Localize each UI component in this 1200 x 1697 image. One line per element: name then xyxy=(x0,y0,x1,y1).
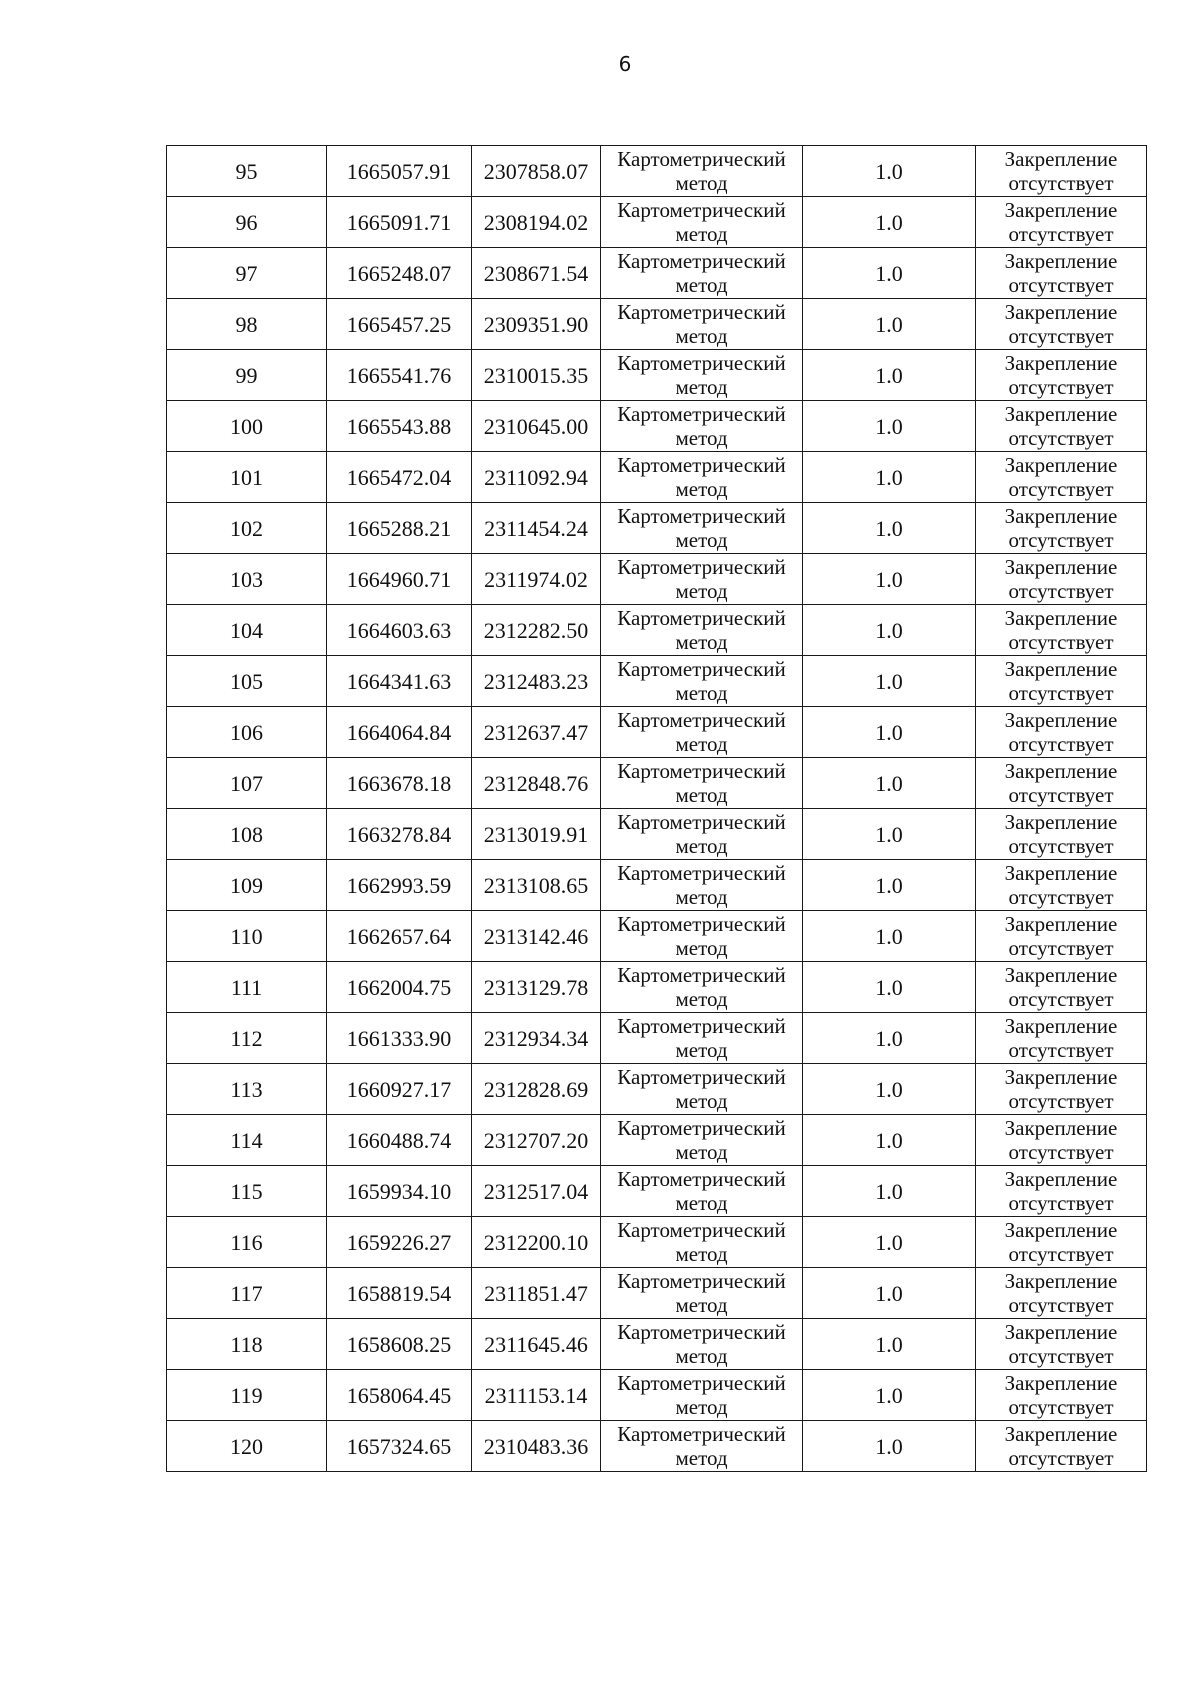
fixation-cell-line-2: отсутствует xyxy=(1008,426,1114,450)
fixation-cell-line-2: отсутствует xyxy=(1008,1038,1114,1062)
fixation-cell-line-1: Закрепление xyxy=(1004,1320,1118,1344)
fixation-cell xyxy=(976,452,1147,503)
x-coordinate-cell: 1662993.59 xyxy=(327,860,472,911)
accuracy-cell: 1.0 xyxy=(803,911,976,962)
x-coordinate-cell: 1659226.27 xyxy=(327,1217,472,1268)
y-coordinate-cell: 2310645.00 xyxy=(472,401,601,452)
fixation-cell xyxy=(976,1268,1147,1319)
method-cell-line-2: метод xyxy=(675,1140,728,1164)
method-cell xyxy=(601,860,803,911)
method-cell-line-1: Картометрический xyxy=(617,606,786,630)
x-coordinate-cell: 1658608.25 xyxy=(327,1319,472,1370)
fixation-cell-line-1: Закрепление xyxy=(1004,1167,1118,1191)
fixation-cell-line-2: отсутствует xyxy=(1008,885,1114,909)
fixation-cell-line-2: отсутствует xyxy=(1008,477,1114,501)
fixation-cell-line-2: отсутствует xyxy=(1008,1395,1114,1419)
method-cell-line-2: метод xyxy=(675,936,728,960)
point-number-cell: 109 xyxy=(167,860,327,911)
accuracy-cell: 1.0 xyxy=(803,401,976,452)
fixation-cell-line-2: отсутствует xyxy=(1008,579,1114,603)
method-cell-line-2: метод xyxy=(675,477,728,501)
method-cell-line-2: метод xyxy=(675,426,728,450)
x-coordinate-cell: 1665057.91 xyxy=(327,146,472,197)
fixation-cell-line-2: отсутствует xyxy=(1008,1140,1114,1164)
method-cell-line-1: Картометрический xyxy=(617,1371,786,1395)
accuracy-cell: 1.0 xyxy=(803,605,976,656)
table-row xyxy=(167,401,1147,452)
accuracy-cell: 1.0 xyxy=(803,1166,976,1217)
fixation-cell xyxy=(976,1013,1147,1064)
x-coordinate-cell: 1665543.88 xyxy=(327,401,472,452)
point-number-cell: 105 xyxy=(167,656,327,707)
fixation-cell-line-2: отсутствует xyxy=(1008,987,1114,1011)
method-cell-line-2: метод xyxy=(675,1038,728,1062)
accuracy-cell: 1.0 xyxy=(803,1421,976,1472)
method-cell xyxy=(601,911,803,962)
fixation-cell xyxy=(976,1115,1147,1166)
method-cell-line-2: метод xyxy=(675,1191,728,1215)
fixation-cell-line-2: отсутствует xyxy=(1008,375,1114,399)
table-row xyxy=(167,962,1147,1013)
table-row xyxy=(167,503,1147,554)
fixation-cell xyxy=(976,1421,1147,1472)
fixation-cell-line-1: Закрепление xyxy=(1004,1269,1118,1293)
method-cell xyxy=(601,1421,803,1472)
method-cell-line-1: Картометрический xyxy=(617,912,786,936)
method-cell xyxy=(601,1013,803,1064)
table-row xyxy=(167,452,1147,503)
x-coordinate-cell: 1663678.18 xyxy=(327,758,472,809)
accuracy-cell: 1.0 xyxy=(803,1268,976,1319)
method-cell-line-1: Картометрический xyxy=(617,1014,786,1038)
x-coordinate-cell: 1665091.71 xyxy=(327,197,472,248)
fixation-cell-line-1: Закрепление xyxy=(1004,810,1118,834)
method-cell xyxy=(601,962,803,1013)
x-coordinate-cell: 1664603.63 xyxy=(327,605,472,656)
table-row xyxy=(167,248,1147,299)
x-coordinate-cell: 1665457.25 xyxy=(327,299,472,350)
fixation-cell-line-1: Закрепление xyxy=(1004,1116,1118,1140)
fixation-cell xyxy=(976,1166,1147,1217)
point-number-cell: 116 xyxy=(167,1217,327,1268)
y-coordinate-cell: 2313129.78 xyxy=(472,962,601,1013)
x-coordinate-cell: 1663278.84 xyxy=(327,809,472,860)
y-coordinate-cell: 2313142.46 xyxy=(472,911,601,962)
table-row xyxy=(167,1268,1147,1319)
fixation-cell-line-1: Закрепление xyxy=(1004,1371,1118,1395)
x-coordinate-cell: 1665472.04 xyxy=(327,452,472,503)
fixation-cell-line-1: Закрепление xyxy=(1004,402,1118,426)
table-body xyxy=(167,146,1147,1472)
fixation-cell-line-2: отсутствует xyxy=(1008,834,1114,858)
method-cell-line-2: метод xyxy=(675,885,728,909)
x-coordinate-cell: 1665248.07 xyxy=(327,248,472,299)
fixation-cell-line-1: Закрепление xyxy=(1004,606,1118,630)
fixation-cell-line-1: Закрепление xyxy=(1004,1014,1118,1038)
method-cell-line-1: Картометрический xyxy=(617,1218,786,1242)
accuracy-cell: 1.0 xyxy=(803,1064,976,1115)
accuracy-cell: 1.0 xyxy=(803,1013,976,1064)
point-number-cell: 99 xyxy=(167,350,327,401)
fixation-cell-line-2: отсутствует xyxy=(1008,1089,1114,1113)
method-cell xyxy=(601,554,803,605)
y-coordinate-cell: 2311092.94 xyxy=(472,452,601,503)
accuracy-cell: 1.0 xyxy=(803,860,976,911)
table-row xyxy=(167,146,1147,197)
method-cell-line-1: Картометрический xyxy=(617,504,786,528)
y-coordinate-cell: 2310015.35 xyxy=(472,350,601,401)
method-cell xyxy=(601,299,803,350)
fixation-cell-line-1: Закрепление xyxy=(1004,249,1118,273)
method-cell-line-1: Картометрический xyxy=(617,402,786,426)
fixation-cell-line-1: Закрепление xyxy=(1004,963,1118,987)
fixation-cell-line-2: отсутствует xyxy=(1008,273,1114,297)
x-coordinate-cell: 1660488.74 xyxy=(327,1115,472,1166)
method-cell-line-2: метод xyxy=(675,1446,728,1470)
fixation-cell-line-2: отсутствует xyxy=(1008,681,1114,705)
accuracy-cell: 1.0 xyxy=(803,299,976,350)
fixation-cell-line-1: Закрепление xyxy=(1004,198,1118,222)
accuracy-cell: 1.0 xyxy=(803,1370,976,1421)
table-row xyxy=(167,350,1147,401)
x-coordinate-cell: 1664064.84 xyxy=(327,707,472,758)
accuracy-cell: 1.0 xyxy=(803,707,976,758)
x-coordinate-cell: 1658064.45 xyxy=(327,1370,472,1421)
method-cell-line-1: Картометрический xyxy=(617,1269,786,1293)
x-coordinate-cell: 1658819.54 xyxy=(327,1268,472,1319)
point-number-cell: 106 xyxy=(167,707,327,758)
method-cell xyxy=(601,656,803,707)
x-coordinate-cell: 1664960.71 xyxy=(327,554,472,605)
x-coordinate-cell: 1664341.63 xyxy=(327,656,472,707)
method-cell-line-1: Картометрический xyxy=(617,657,786,681)
accuracy-cell: 1.0 xyxy=(803,554,976,605)
method-cell xyxy=(601,248,803,299)
y-coordinate-cell: 2308194.02 xyxy=(472,197,601,248)
point-number-cell: 101 xyxy=(167,452,327,503)
point-number-cell: 104 xyxy=(167,605,327,656)
fixation-cell-line-1: Закрепление xyxy=(1004,1218,1118,1242)
point-number-cell: 112 xyxy=(167,1013,327,1064)
table-row xyxy=(167,860,1147,911)
fixation-cell xyxy=(976,605,1147,656)
y-coordinate-cell: 2312517.04 xyxy=(472,1166,601,1217)
method-cell-line-2: метод xyxy=(675,1395,728,1419)
method-cell-line-1: Картометрический xyxy=(617,963,786,987)
fixation-cell-line-2: отсутствует xyxy=(1008,732,1114,756)
fixation-cell xyxy=(976,554,1147,605)
method-cell xyxy=(601,1115,803,1166)
fixation-cell-line-2: отсутствует xyxy=(1008,324,1114,348)
table-row xyxy=(167,1064,1147,1115)
method-cell-line-1: Картометрический xyxy=(617,198,786,222)
fixation-cell-line-1: Закрепление xyxy=(1004,453,1118,477)
y-coordinate-cell: 2311974.02 xyxy=(472,554,601,605)
point-number-cell: 120 xyxy=(167,1421,327,1472)
table-row xyxy=(167,605,1147,656)
x-coordinate-cell: 1661333.90 xyxy=(327,1013,472,1064)
table-row xyxy=(167,197,1147,248)
fixation-cell-line-1: Закрепление xyxy=(1004,861,1118,885)
fixation-cell-line-1: Закрепление xyxy=(1004,147,1118,171)
fixation-cell xyxy=(976,248,1147,299)
x-coordinate-cell: 1662657.64 xyxy=(327,911,472,962)
y-coordinate-cell: 2312707.20 xyxy=(472,1115,601,1166)
fixation-cell-line-1: Закрепление xyxy=(1004,1422,1118,1446)
method-cell-line-1: Картометрический xyxy=(617,708,786,732)
x-coordinate-cell: 1662004.75 xyxy=(327,962,472,1013)
point-number-cell: 102 xyxy=(167,503,327,554)
fixation-cell xyxy=(976,962,1147,1013)
fixation-cell xyxy=(976,299,1147,350)
page-number: 6 xyxy=(618,52,632,76)
fixation-cell-line-2: отсутствует xyxy=(1008,630,1114,654)
table-row xyxy=(167,758,1147,809)
accuracy-cell: 1.0 xyxy=(803,758,976,809)
accuracy-cell: 1.0 xyxy=(803,656,976,707)
table-row xyxy=(167,1217,1147,1268)
y-coordinate-cell: 2312828.69 xyxy=(472,1064,601,1115)
accuracy-cell: 1.0 xyxy=(803,809,976,860)
table-row xyxy=(167,1421,1147,1472)
fixation-cell-line-2: отсутствует xyxy=(1008,171,1114,195)
accuracy-cell: 1.0 xyxy=(803,350,976,401)
fixation-cell xyxy=(976,911,1147,962)
point-number-cell: 111 xyxy=(167,962,327,1013)
point-number-cell: 96 xyxy=(167,197,327,248)
fixation-cell-line-1: Закрепление xyxy=(1004,912,1118,936)
table-row xyxy=(167,554,1147,605)
method-cell-line-1: Картометрический xyxy=(617,555,786,579)
method-cell xyxy=(601,758,803,809)
method-cell-line-2: метод xyxy=(675,273,728,297)
fixation-cell xyxy=(976,1370,1147,1421)
y-coordinate-cell: 2312934.34 xyxy=(472,1013,601,1064)
fixation-cell xyxy=(976,503,1147,554)
method-cell xyxy=(601,809,803,860)
y-coordinate-cell: 2312637.47 xyxy=(472,707,601,758)
method-cell-line-1: Картометрический xyxy=(617,1116,786,1140)
fixation-cell-line-2: отсутствует xyxy=(1008,936,1114,960)
table-row xyxy=(167,299,1147,350)
method-cell-line-2: метод xyxy=(675,1089,728,1113)
method-cell-line-2: метод xyxy=(675,987,728,1011)
fixation-cell-line-1: Закрепление xyxy=(1004,1065,1118,1089)
method-cell-line-1: Картометрический xyxy=(617,351,786,375)
point-number-cell: 100 xyxy=(167,401,327,452)
method-cell-line-2: метод xyxy=(675,732,728,756)
method-cell-line-2: метод xyxy=(675,630,728,654)
table-row xyxy=(167,809,1147,860)
method-cell xyxy=(601,605,803,656)
method-cell-line-1: Картометрический xyxy=(617,453,786,477)
y-coordinate-cell: 2308671.54 xyxy=(472,248,601,299)
method-cell xyxy=(601,707,803,758)
y-coordinate-cell: 2312848.76 xyxy=(472,758,601,809)
point-number-cell: 115 xyxy=(167,1166,327,1217)
fixation-cell-line-2: отсутствует xyxy=(1008,783,1114,807)
point-number-cell: 110 xyxy=(167,911,327,962)
accuracy-cell: 1.0 xyxy=(803,146,976,197)
table-row xyxy=(167,1166,1147,1217)
x-coordinate-cell: 1660927.17 xyxy=(327,1064,472,1115)
method-cell-line-1: Картометрический xyxy=(617,249,786,273)
method-cell-line-1: Картометрический xyxy=(617,861,786,885)
method-cell-line-2: метод xyxy=(675,783,728,807)
fixation-cell xyxy=(976,860,1147,911)
fixation-cell-line-2: отсутствует xyxy=(1008,1242,1114,1266)
method-cell-line-2: метод xyxy=(675,171,728,195)
method-cell-line-2: метод xyxy=(675,1344,728,1368)
point-number-cell: 117 xyxy=(167,1268,327,1319)
accuracy-cell: 1.0 xyxy=(803,1217,976,1268)
fixation-cell xyxy=(976,197,1147,248)
method-cell-line-1: Картометрический xyxy=(617,759,786,783)
fixation-cell-line-1: Закрепление xyxy=(1004,708,1118,732)
method-cell xyxy=(601,197,803,248)
table-row xyxy=(167,1319,1147,1370)
point-number-cell: 108 xyxy=(167,809,327,860)
y-coordinate-cell: 2312483.23 xyxy=(472,656,601,707)
fixation-cell-line-1: Закрепление xyxy=(1004,759,1118,783)
table-row xyxy=(167,1115,1147,1166)
fixation-cell xyxy=(976,1217,1147,1268)
table-row xyxy=(167,1370,1147,1421)
x-coordinate-cell: 1665541.76 xyxy=(327,350,472,401)
fixation-cell xyxy=(976,707,1147,758)
y-coordinate-cell: 2311454.24 xyxy=(472,503,601,554)
method-cell xyxy=(601,350,803,401)
method-cell-line-2: метод xyxy=(675,681,728,705)
method-cell-line-2: метод xyxy=(675,528,728,552)
method-cell-line-1: Картометрический xyxy=(617,810,786,834)
table-row xyxy=(167,1013,1147,1064)
method-cell-line-2: метод xyxy=(675,1293,728,1317)
fixation-cell-line-2: отсутствует xyxy=(1008,1344,1114,1368)
method-cell-line-2: метод xyxy=(675,579,728,603)
x-coordinate-cell: 1659934.10 xyxy=(327,1166,472,1217)
fixation-cell xyxy=(976,146,1147,197)
accuracy-cell: 1.0 xyxy=(803,452,976,503)
method-cell xyxy=(601,503,803,554)
y-coordinate-cell: 2313019.91 xyxy=(472,809,601,860)
fixation-cell-line-1: Закрепление xyxy=(1004,351,1118,375)
y-coordinate-cell: 2311153.14 xyxy=(472,1370,601,1421)
accuracy-cell: 1.0 xyxy=(803,962,976,1013)
coordinates-table xyxy=(166,145,1147,1472)
point-number-cell: 103 xyxy=(167,554,327,605)
method-cell xyxy=(601,1217,803,1268)
fixation-cell xyxy=(976,758,1147,809)
y-coordinate-cell: 2307858.07 xyxy=(472,146,601,197)
method-cell-line-1: Картометрический xyxy=(617,1065,786,1089)
y-coordinate-cell: 2311645.46 xyxy=(472,1319,601,1370)
y-coordinate-cell: 2311851.47 xyxy=(472,1268,601,1319)
y-coordinate-cell: 2313108.65 xyxy=(472,860,601,911)
method-cell-line-1: Картометрический xyxy=(617,1167,786,1191)
method-cell-line-2: метод xyxy=(675,222,728,246)
fixation-cell-line-2: отсутствует xyxy=(1008,222,1114,246)
fixation-cell-line-1: Закрепление xyxy=(1004,657,1118,681)
fixation-cell xyxy=(976,809,1147,860)
method-cell-line-2: метод xyxy=(675,324,728,348)
table-row xyxy=(167,707,1147,758)
point-number-cell: 119 xyxy=(167,1370,327,1421)
method-cell-line-2: метод xyxy=(675,375,728,399)
fixation-cell-line-1: Закрепление xyxy=(1004,504,1118,528)
point-number-cell: 114 xyxy=(167,1115,327,1166)
method-cell xyxy=(601,1064,803,1115)
accuracy-cell: 1.0 xyxy=(803,1115,976,1166)
y-coordinate-cell: 2312200.10 xyxy=(472,1217,601,1268)
table-row xyxy=(167,911,1147,962)
method-cell-line-1: Картометрический xyxy=(617,1320,786,1344)
method-cell-line-2: метод xyxy=(675,834,728,858)
method-cell-line-1: Картометрический xyxy=(617,300,786,324)
method-cell xyxy=(601,452,803,503)
y-coordinate-cell: 2312282.50 xyxy=(472,605,601,656)
point-number-cell: 118 xyxy=(167,1319,327,1370)
fixation-cell-line-2: отсутствует xyxy=(1008,1446,1114,1470)
point-number-cell: 113 xyxy=(167,1064,327,1115)
accuracy-cell: 1.0 xyxy=(803,197,976,248)
method-cell xyxy=(601,1319,803,1370)
x-coordinate-cell: 1657324.65 xyxy=(327,1421,472,1472)
y-coordinate-cell: 2310483.36 xyxy=(472,1421,601,1472)
point-number-cell: 97 xyxy=(167,248,327,299)
method-cell xyxy=(601,1166,803,1217)
point-number-cell: 98 xyxy=(167,299,327,350)
fixation-cell-line-2: отсутствует xyxy=(1008,1293,1114,1317)
fixation-cell xyxy=(976,1319,1147,1370)
fixation-cell-line-2: отсутствует xyxy=(1008,528,1114,552)
method-cell-line-2: метод xyxy=(675,1242,728,1266)
accuracy-cell: 1.0 xyxy=(803,1319,976,1370)
fixation-cell xyxy=(976,401,1147,452)
accuracy-cell: 1.0 xyxy=(803,248,976,299)
fixation-cell xyxy=(976,656,1147,707)
fixation-cell-line-2: отсутствует xyxy=(1008,1191,1114,1215)
y-coordinate-cell: 2309351.90 xyxy=(472,299,601,350)
fixation-cell-line-1: Закрепление xyxy=(1004,300,1118,324)
table-row xyxy=(167,656,1147,707)
accuracy-cell: 1.0 xyxy=(803,503,976,554)
method-cell xyxy=(601,146,803,197)
fixation-cell xyxy=(976,1064,1147,1115)
x-coordinate-cell: 1665288.21 xyxy=(327,503,472,554)
method-cell xyxy=(601,1268,803,1319)
point-number-cell: 107 xyxy=(167,758,327,809)
point-number-cell: 95 xyxy=(167,146,327,197)
method-cell-line-1: Картометрический xyxy=(617,147,786,171)
method-cell xyxy=(601,401,803,452)
fixation-cell xyxy=(976,350,1147,401)
fixation-cell-line-1: Закрепление xyxy=(1004,555,1118,579)
method-cell-line-1: Картометрический xyxy=(617,1422,786,1446)
method-cell xyxy=(601,1370,803,1421)
